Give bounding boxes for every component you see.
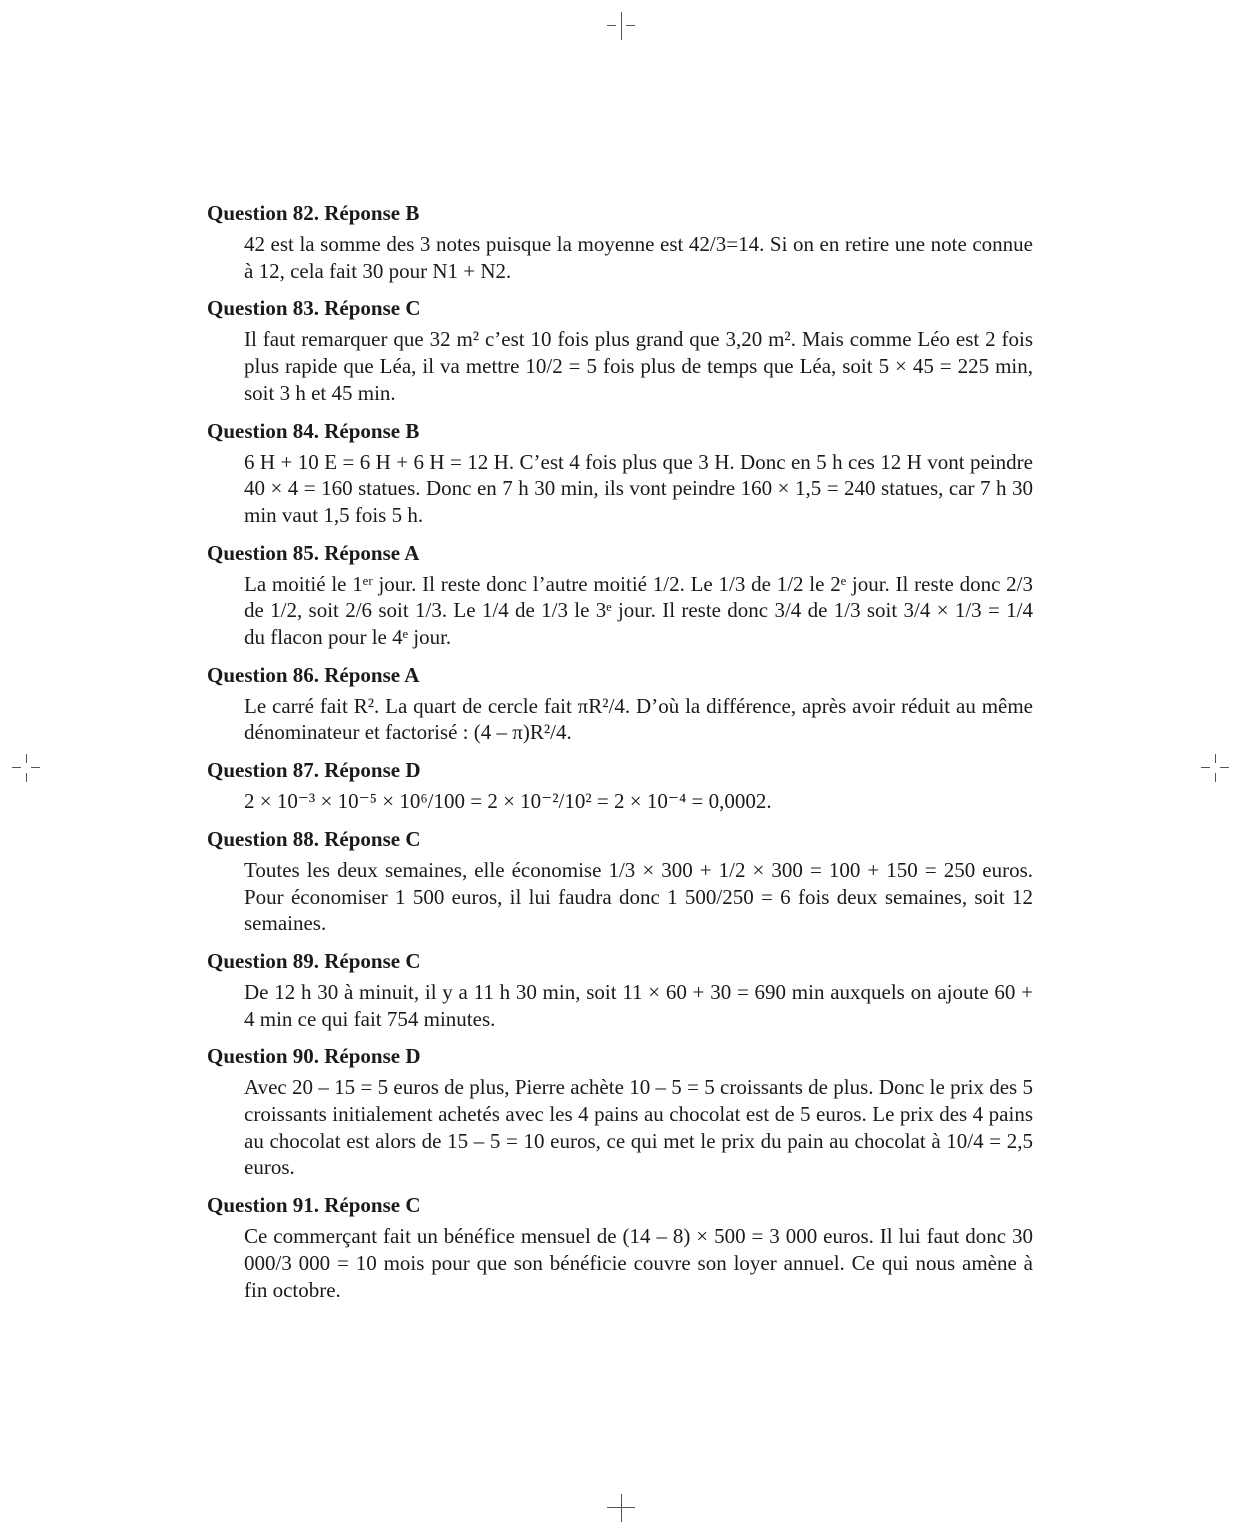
question-explanation: Il faut remarquer que 32 m² c’est 10 fois plus grand que 3,20 m². Mais comme Léo est 2 fois plus rapide que Léa, il va mettre 10/2 = 5 fois plus de temps que Léa, soit 5 × 45 = 225 min, soit 3 h et 45 min.: [244, 327, 1033, 405]
question-explanation: La moitié le 1ᵉʳ jour. Il reste donc l’autre moitié 1/2. Le 1/3 de 1/2 le 2ᵉ jour. Il reste donc 2/3 de 1/2, soit 2/6 soit 1/3. Le 1/4 de 1/3 le 3ᵉ jour. Il reste donc 3/4 de 1/3 soit 3/4 × 1/3 = 1/4 du flacon pour le 4ᵉ jour.: [244, 571, 1033, 650]
question-88: [207, 825, 1033, 937]
question-explanation: De 12 h 30 à minuit, il y a 11 h 30 min, soit 11 × 60 + 30 = 690 min auxquels on ajoute 60 + 4 min ce qui fait 754 minutes.: [244, 979, 1033, 1031]
question-explanation: Avec 20 – 15 = 5 euros de plus, Pierre achète 10 – 5 = 5 croissants de plus. Donc le prix des 5 croissants initialement achetés avec les 4 pains au chocolat est de 5 euros. Le prix des 4 pains au chocolat est alors de 15 – 5 = 10 euros, ce qui met le prix du pain au chocolat à 10/4 = 2,5 euros.: [244, 1075, 1033, 1180]
question-title: Question 87. Réponse D: [207, 758, 421, 783]
question-title: Question 91. Réponse C: [207, 1193, 421, 1218]
crop-mark-top: [607, 12, 635, 40]
answers-list: [207, 199, 1033, 1303]
crop-mark-left: [12, 754, 40, 782]
question-explanation: Ce commerçant fait un bénéfice mensuel de (14 – 8) × 500 = 3 000 euros. Il lui faut donc 30 000/3 000 = 10 mois pour que son bénéficie couvre son loyer annuel. Ce qui nous amène à fin octobre.: [244, 1224, 1033, 1302]
question-90: [207, 1042, 1033, 1181]
question-87: [207, 756, 1033, 815]
question-84: [207, 417, 1033, 529]
question-explanation: 6 H + 10 E = 6 H + 6 H = 12 H. C’est 4 fois plus que 3 H. Donc en 5 h ces 12 H vont peindre 40 × 4 = 160 statues. Donc en 7 h 30 min, ils vont peindre 160 × 1,5 = 240 statues, car 7 h 30 min vaut 1,5 fois 5 h.: [244, 449, 1033, 527]
question-91: [207, 1191, 1033, 1303]
question-title: Question 83. Réponse C: [207, 296, 421, 321]
question-83: [207, 294, 1033, 406]
question-89: [207, 947, 1033, 1032]
question-title: Question 88. Réponse C: [207, 826, 421, 851]
question-86: [207, 661, 1033, 746]
question-title: Question 90. Réponse D: [207, 1044, 421, 1069]
question-explanation: 42 est la somme des 3 notes puisque la moyenne est 42/3=14. Si on en retire une note connue à 12, cela fait 30 pour N1 + N2.: [244, 232, 1033, 283]
question-title: Question 89. Réponse C: [207, 948, 421, 973]
question-explanation: Toutes les deux semaines, elle économise 1/3 × 300 + 1/2 × 300 = 100 + 150 = 250 euros. Pour économiser 1 500 euros, il lui faudra donc 1 500/250 = 6 fois deux semaines, soit 12 semaines.: [244, 857, 1033, 936]
question-title: Question 86. Réponse A: [207, 662, 420, 687]
question-explanation: 2 × 10⁻³ × 10⁻⁵ × 10⁶/100 = 2 × 10⁻²/10² = 2 × 10⁻⁴ = 0,0002.: [244, 789, 772, 814]
question-title: Question 85. Réponse A: [207, 540, 420, 565]
question-85: [207, 539, 1033, 651]
question-82: [207, 199, 1033, 284]
question-explanation: Le carré fait R². La quart de cercle fait πR²/4. D’où la différence, après avoir réduit au même dénominateur et factorisé : (4 – π)R²/4.: [244, 693, 1033, 745]
crop-mark-bottom: [607, 1494, 635, 1522]
question-title: Question 84. Réponse B: [207, 418, 420, 443]
crop-mark-right: [1201, 754, 1229, 782]
question-title: Question 82. Réponse B: [207, 201, 420, 225]
